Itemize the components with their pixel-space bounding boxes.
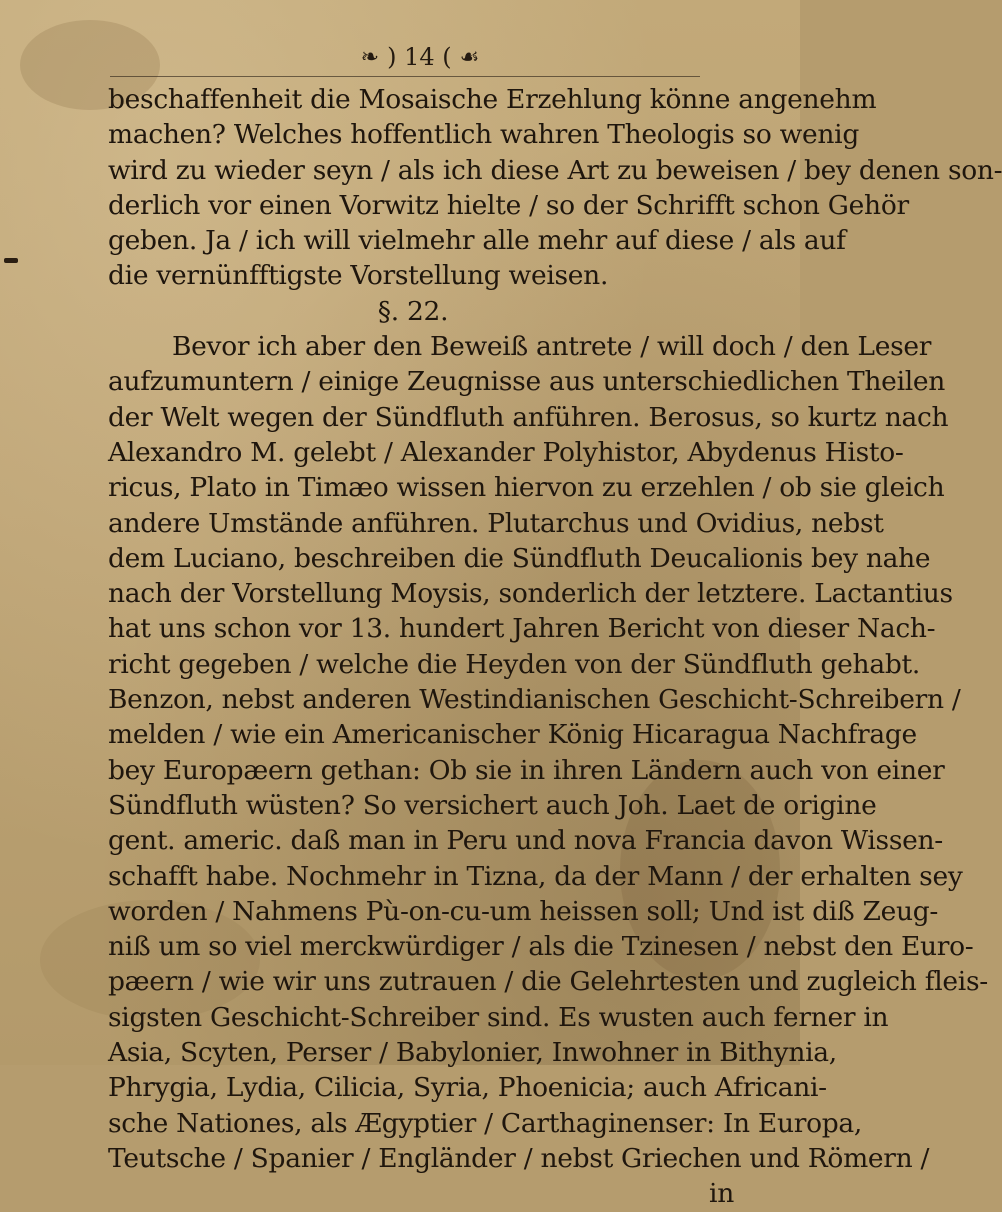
text-line: niß um so viel merckwürdiger / als die Tzinesen / nebst den Euro- (108, 931, 974, 963)
text-line: nach der Vorstellung Moysis, sonderlich der letztere. Lactantius (108, 578, 953, 610)
header-rule (110, 76, 700, 77)
text-line: melden / wie ein Americanischer König Hicaragua Nachfrage (108, 719, 917, 751)
text-line: sche Nationes, als Ægyptier / Carthaginenser: In Europa, (108, 1107, 863, 1139)
text-line: Bevor ich aber den Beweiß antrete / will doch / den Leser (172, 331, 932, 363)
text-line: worden / Nahmens Pù-on-cu-um heissen soll; Und ist diß Zeug- (108, 895, 939, 927)
text-line: Asia, Scyten, Perser / Babylonier, Inwohner in Bithynia, (108, 1037, 837, 1069)
text-line: schafft habe. Nochmehr in Tizna, da der Mann / der erhalten sey (108, 860, 963, 892)
text-line: der Welt wegen der Sündfluth anführen. Berosus, so kurtz nach (108, 401, 949, 433)
running-header (330, 42, 510, 72)
text-line: Sündfluth wüsten? So versichert auch Joh. Laet de origine (108, 789, 877, 821)
text-line: bey Europæern gethan: Ob sie in ihren Ländern auch von einer (108, 754, 945, 786)
text-line: richt gegeben / welche die Heyden von der Sündfluth gehabt. (108, 648, 920, 680)
text-line: beschaffenheit die Mosaische Erzehlung könne angenehm (108, 84, 877, 115)
text-line: pæern / wie wir uns zutrauen / die Gelehrtesten und zugleich fleis- (108, 966, 988, 998)
text-line: dem Luciano, beschreiben die Sündfluth Deucalionis bey nahe (108, 542, 931, 574)
text-line: gent. americ. daß man in Peru und nova Francia davon Wissen- (108, 825, 943, 857)
text-line: machen? Welches hoffentlich wahren Theologis so wenig (108, 119, 859, 151)
text-line: Teutsche / Spanier / Engländer / nebst Griechen und Römern / (108, 1142, 930, 1174)
text-line: aufzumuntern / einige Zeugnisse aus unterschiedlichen Theilen (108, 366, 946, 398)
text-line: andere Umstände anführen. Plutarchus und Ovidius, nebst (108, 507, 884, 539)
text-line: derlich vor einen Vorwitz hielte / so der Schrifft schon Gehör (108, 189, 909, 221)
text-line: wird zu wieder seyn / als ich diese Art zu beweisen / bey denen son- (108, 154, 1002, 186)
text-line: ricus, Plato in Timæo wissen hiervon zu erzehlen / ob sie gleich (108, 472, 945, 504)
text-line: die vernünfftigste Vorstellung weisen. (108, 260, 609, 292)
text-line: geben. Ja / ich will vielmehr alle mehr auf diese / als auf (108, 225, 846, 257)
text-line: Phrygia, Lydia, Cilicia, Syria, Phoenicia; auch Africani- (108, 1072, 827, 1104)
text-line: Alexandro M. gelebt / Alexander Polyhistor, Abydenus Histo- (108, 436, 904, 468)
ornament-left-icon: ❧ (360, 44, 380, 70)
page-number: ) 14 ( (387, 43, 452, 71)
text-line: hat uns schon vor 13. hundert Jahren Bericht von dieser Nach- (108, 613, 936, 645)
section-heading: §. 22. (377, 295, 449, 327)
margin-ink-mark (4, 258, 18, 263)
text-line: sigsten Geschicht-Schreiber sind. Es wusten auch ferner in (108, 1001, 889, 1033)
ornament-right-icon: ☙ (459, 44, 480, 70)
text-line: Benzon, nebst anderen Westindianischen Geschicht-Schreibern / (108, 684, 961, 716)
catchword: in (709, 1178, 734, 1210)
body-text (108, 82, 1002, 1212)
